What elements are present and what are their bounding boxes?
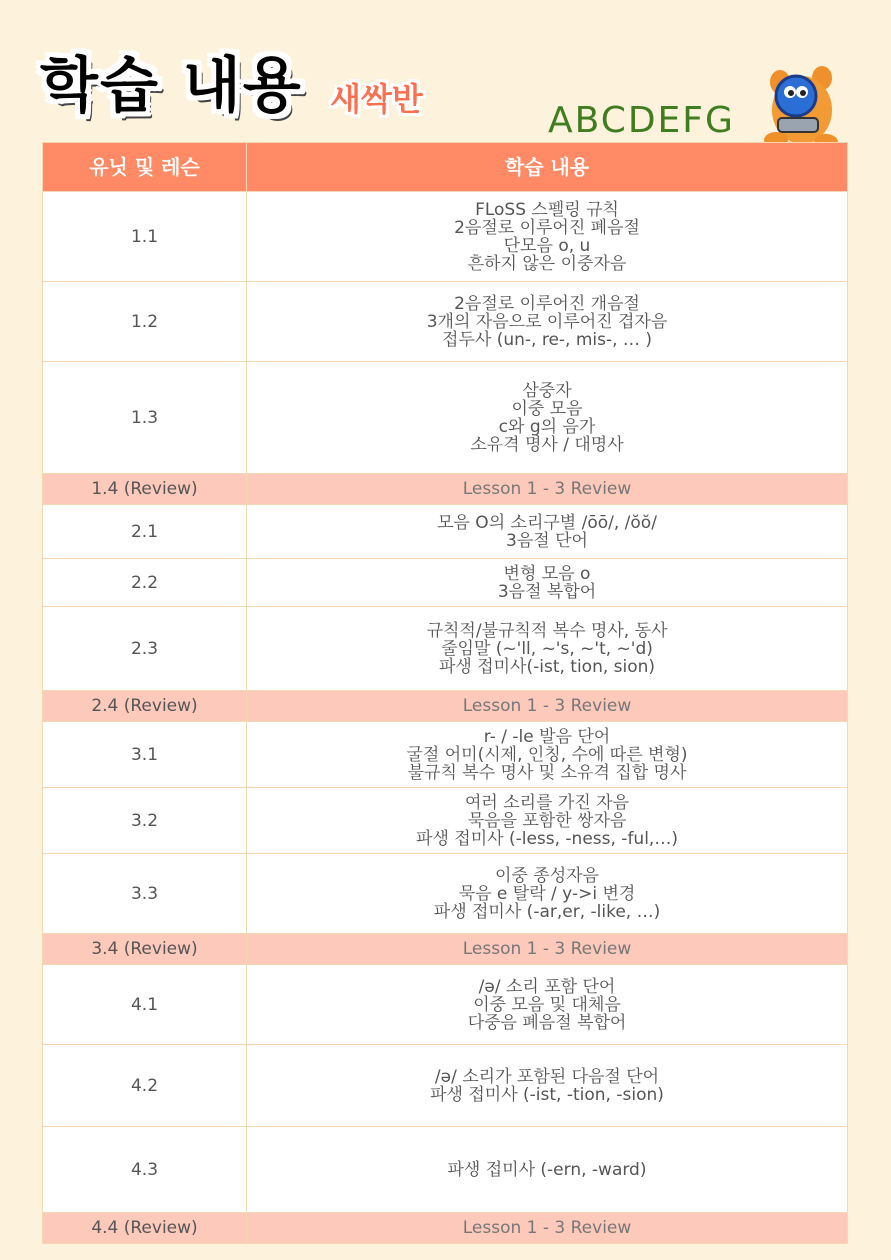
review-row bbox=[43, 691, 848, 722]
table-row bbox=[43, 965, 848, 1045]
unit-cell: 2.1 bbox=[43, 505, 247, 559]
content-line: c와 g의 음가 bbox=[498, 416, 596, 437]
table-row bbox=[43, 788, 848, 854]
content-cell bbox=[247, 192, 848, 282]
content-line: 모음 O의 소리구별 /ōō/, /ŏŏ/ bbox=[437, 512, 657, 533]
page-title: 학습 내용 bbox=[40, 51, 303, 121]
content-cell bbox=[247, 362, 848, 474]
class-level-label: 새싹반 bbox=[330, 80, 423, 118]
review-row bbox=[43, 474, 848, 505]
content-line: 이중 모음 및 대체음 bbox=[473, 994, 621, 1015]
content-cell bbox=[247, 1127, 848, 1213]
content-line: 불규칙 복수 명사 및 소유격 집합 명사 bbox=[407, 762, 687, 783]
review-content-cell: Lesson 1 - 3 Review bbox=[247, 474, 848, 505]
content-line: 굴절 어미(시제, 인칭, 수에 따른 변형) bbox=[406, 744, 688, 765]
content-cell bbox=[247, 722, 848, 788]
content-line: FLoSS 스펠링 규칙 bbox=[475, 199, 619, 220]
review-content-cell: Lesson 1 - 3 Review bbox=[247, 691, 848, 722]
unit-cell: 3.3 bbox=[43, 854, 247, 934]
review-row bbox=[43, 934, 848, 965]
content-line: 이중 종성자음 bbox=[495, 865, 599, 886]
content-line: 삼중자 bbox=[522, 380, 572, 401]
table-row bbox=[43, 854, 848, 934]
content-cell bbox=[247, 788, 848, 854]
unit-cell: 4.1 bbox=[43, 965, 247, 1045]
content-cell bbox=[247, 965, 848, 1045]
table-row bbox=[43, 1127, 848, 1213]
content-cell bbox=[247, 1045, 848, 1127]
table-row bbox=[43, 192, 848, 282]
robot-mascot-icon bbox=[760, 62, 846, 154]
unit-cell: 1.1 bbox=[43, 192, 247, 282]
unit-cell: 3.4 (Review) bbox=[43, 934, 247, 965]
content-line: 이중 모음 bbox=[511, 398, 583, 419]
content-line: 접두사 (un-, re-, mis-, … ) bbox=[442, 329, 652, 350]
table-row bbox=[43, 559, 848, 607]
unit-cell: 2.3 bbox=[43, 607, 247, 691]
content-line: 3음절 복합어 bbox=[497, 581, 597, 602]
page-header bbox=[0, 0, 891, 142]
content-line: 3음절 단어 bbox=[506, 530, 588, 551]
content-line: 묵음 e 탈락 / y->i 변경 bbox=[458, 883, 636, 904]
content-line: 변형 모음 o bbox=[503, 563, 591, 584]
content-line: 다중음 폐음절 복합어 bbox=[467, 1012, 627, 1033]
content-line: 파생 접미사(-ist, tion, sion) bbox=[438, 656, 656, 677]
content-line: /ə/ 소리가 포함된 다음절 단어 bbox=[434, 1066, 660, 1087]
content-line: 소유격 명사 / 대명사 bbox=[470, 434, 624, 455]
content-cell bbox=[247, 559, 848, 607]
content-cell bbox=[247, 607, 848, 691]
content-line: 파생 접미사 (-less, -ness, -ful,…) bbox=[416, 828, 678, 849]
content-line: 2음절로 이루어진 폐음절 bbox=[454, 217, 640, 238]
content-line: 흔하지 않은 이중자음 bbox=[467, 253, 627, 274]
content-line: 3개의 자음으로 이루어진 겹자음 bbox=[426, 311, 668, 332]
review-row bbox=[43, 1213, 848, 1244]
content-line: r- / -le 발음 단어 bbox=[483, 726, 611, 747]
content-line: 줄임말 (~'ll, ~'s, ~'t, ~'d) bbox=[441, 638, 653, 659]
unit-cell: 1.3 bbox=[43, 362, 247, 474]
table-row bbox=[43, 282, 848, 362]
alphabet-decoration: ABCDEFG bbox=[548, 100, 735, 141]
table-row bbox=[43, 722, 848, 788]
content-line: 단모음 o, u bbox=[503, 235, 591, 256]
table-row bbox=[43, 1045, 848, 1127]
lesson-table bbox=[42, 142, 848, 1244]
review-content-cell: Lesson 1 - 3 Review bbox=[247, 1213, 848, 1244]
unit-cell: 1.2 bbox=[43, 282, 247, 362]
content-line: 파생 접미사 (-ist, -tion, -sion) bbox=[430, 1084, 664, 1105]
content-line: /ə/ 소리 포함 단어 bbox=[478, 976, 616, 997]
unit-cell: 3.2 bbox=[43, 788, 247, 854]
content-line: 묵음을 포함한 쌍자음 bbox=[467, 810, 627, 831]
column-header-content: 학습 내용 bbox=[247, 143, 848, 192]
content-cell bbox=[247, 854, 848, 934]
review-content-cell: Lesson 1 - 3 Review bbox=[247, 934, 848, 965]
table-row bbox=[43, 607, 848, 691]
table-header-row bbox=[43, 143, 848, 192]
content-line: 2음절로 이루어진 개음절 bbox=[454, 293, 640, 314]
content-line: 여러 소리를 가진 자음 bbox=[464, 792, 629, 813]
unit-cell: 3.1 bbox=[43, 722, 247, 788]
unit-cell: 2.4 (Review) bbox=[43, 691, 247, 722]
content-cell bbox=[247, 282, 848, 362]
content-cell bbox=[247, 505, 848, 559]
content-line: 규칙적/불규칙적 복수 명사, 동사 bbox=[426, 620, 668, 641]
unit-cell: 2.2 bbox=[43, 559, 247, 607]
column-header-unit: 유닛 및 레슨 bbox=[43, 143, 247, 192]
unit-cell: 1.4 (Review) bbox=[43, 474, 247, 505]
content-line: 파생 접미사 (-ar,er, -like, …) bbox=[433, 901, 661, 922]
unit-cell: 4.3 bbox=[43, 1127, 247, 1213]
unit-cell: 4.2 bbox=[43, 1045, 247, 1127]
table-row bbox=[43, 362, 848, 474]
content-line: 파생 접미사 (-ern, -ward) bbox=[447, 1159, 647, 1180]
unit-cell: 4.4 (Review) bbox=[43, 1213, 247, 1244]
table-row bbox=[43, 505, 848, 559]
